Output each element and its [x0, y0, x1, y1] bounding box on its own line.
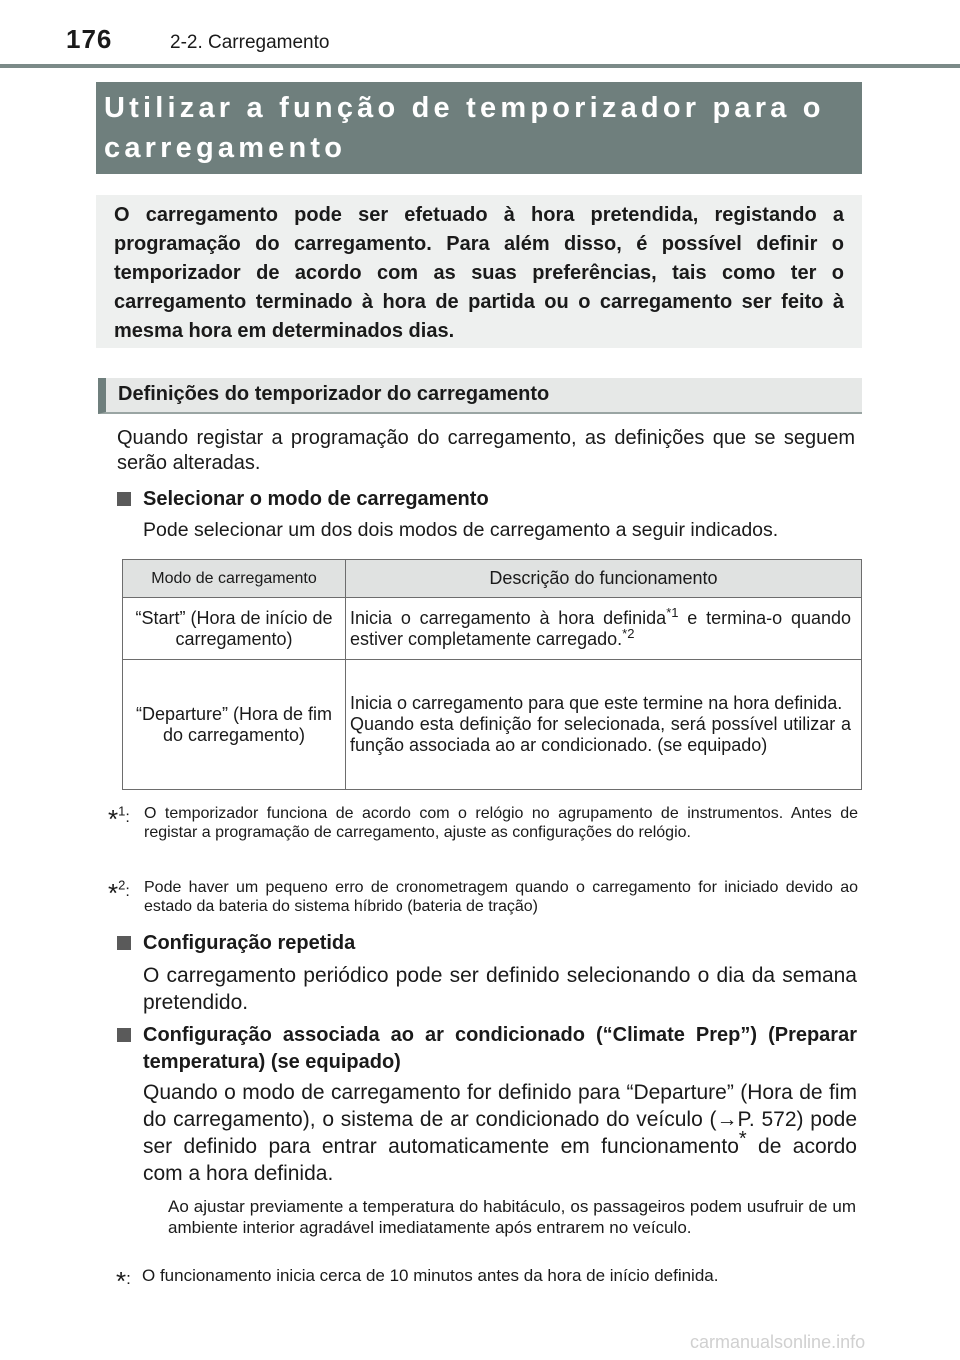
repeat-heading-row: [117, 930, 857, 957]
footnote-mark: *:: [116, 1266, 131, 1296]
climate-heading: Configuração associada ao ar condicionado (“Climate Prep”) (Preparar temperatura) (se equipado): [143, 1024, 857, 1073]
footnote-2: [108, 878, 858, 916]
square-bullet-icon: [117, 1028, 131, 1042]
footnote-1: [108, 804, 858, 842]
square-bullet-icon: [117, 492, 131, 506]
page-number: 176: [66, 24, 113, 54]
watermark: carmanualsonline.info: [690, 1332, 866, 1352]
table-cell-mode: “Start” (Hora de início de carregamento): [123, 598, 346, 660]
desc-text: Inicia o carregamento para que este termine na hora definida.: [350, 693, 843, 713]
title-banner: [96, 82, 862, 174]
table-header-row: [123, 560, 862, 598]
lead-text: Quando registar a programação do carregamento, as definições que se seguem serão alteradas.: [117, 427, 855, 474]
climate-text-a: Quando o modo de carregamento for definido para “Departure” (Hora de fim do carregamento), o sistema de ar condicionado do veículo (→P. 572) pode ser definido para entrar automaticamente em funcionamento: [143, 1081, 857, 1158]
desc-text: Inicia o carregamento à hora definida: [350, 607, 667, 628]
table-row: [123, 598, 862, 660]
mode-text: Pode selecionar um dos dois modos de carregamento a seguir indicados.: [143, 519, 779, 541]
mode-heading-row: [117, 486, 857, 513]
charging-mode-table: [122, 559, 862, 790]
climate-heading-row: [117, 1022, 857, 1076]
table-header-desc: Descrição do funcionamento: [346, 560, 862, 598]
page-header: [0, 0, 960, 68]
footnote-mark: *$^1$:: [108, 803, 130, 834]
table-cell-mode: “Departure” (Hora de fim do carregamento): [123, 660, 346, 790]
table-header-mode: Modo de carregamento: [123, 560, 346, 598]
intro-text: O carregamento pode ser efetuado à hora pretendida, registando a programação do carregamento. Para além disso, é possível definir o temporizador de acordo com as suas preferências, tais como ter o carregamento terminado à hora de partida ou o carregamento ser feito à mesma hora em determinados dias.: [114, 204, 844, 342]
footnote-text: Pode haver um pequeno erro de cronometragem quando o carregamento for iniciado devido ao estado da bateria do sistema híbrido (bateria de tração): [144, 879, 858, 915]
square-bullet-icon: [117, 936, 131, 950]
repeat-heading: Configuração repetida: [143, 932, 356, 954]
climate-text-b: de acordo com a hora definida.: [143, 1135, 857, 1185]
footnote-mark: *$^2$:: [108, 877, 130, 908]
page-title: Utilizar a função de temporizador para o carregamento: [104, 92, 825, 164]
section-label: 2-2. Carregamento: [170, 32, 330, 53]
subheading: Definições do temporizador do carregamento: [118, 383, 550, 405]
table-row: [123, 660, 862, 790]
climate-text: [143, 1079, 857, 1187]
footnote-text: O temporizador funciona de acordo com o relógio no agrupamento de instrumentos. Antes de registar a programação de carregamento, ajuste as configurações do relógio.: [144, 805, 858, 841]
mode-heading: Selecionar o modo de carregamento: [143, 488, 489, 510]
climate-footnote: [116, 1266, 856, 1296]
table-cell-desc: [346, 660, 862, 790]
footnote-ref: *1: [666, 604, 679, 620]
header-divider: [0, 64, 960, 68]
intro-box: [96, 195, 862, 348]
footnote-text: O funcionamento inicia cerca de 10 minutos antes da hora de início definida.: [142, 1266, 719, 1285]
subheading-bar: [98, 378, 862, 414]
desc-text: e termina-o quando estiver completamente carregado.: [350, 607, 852, 649]
repeat-text: O carregamento periódico pode ser definido selecionando o dia da semana pretendido.: [143, 964, 857, 1014]
footnote-ref: *: [738, 1128, 747, 1150]
climate-note: Ao ajustar previamente a temperatura do habitáculo, os passageiros podem usufruir de um ambiente interior agradável imediatamente após entrarem no veículo.: [168, 1197, 856, 1237]
table-cell-desc: [346, 598, 862, 660]
desc-text: Quando esta definição for selecionada, será possível utilizar a função associada ao ar condicionado. (se equipado): [350, 714, 851, 755]
footnote-ref: *2: [622, 625, 635, 641]
